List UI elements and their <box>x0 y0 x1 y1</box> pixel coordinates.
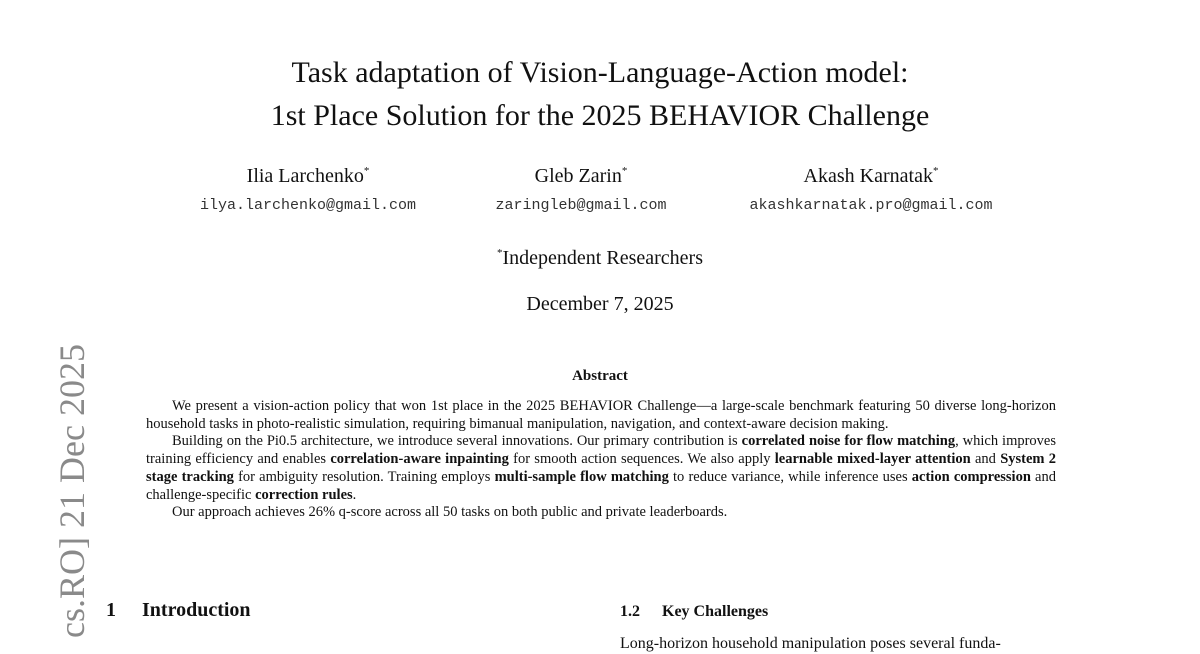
key-challenges-first-line: Long-horizon household manipulation poses several funda- <box>620 635 1001 652</box>
author-1-affiliation-mark: * <box>363 165 370 177</box>
abstract-p2-text-1: Building on the Pi0.5 architecture, we introduce several innovations. Our primary contribution is <box>172 433 742 450</box>
abstract-paragraph-2 <box>146 433 1056 504</box>
publication-date: December 7, 2025 <box>526 293 674 315</box>
paper-title-line-1: Task adaptation of Vision-Language-Action model: <box>291 56 909 89</box>
author-3-email: akashkarnatak.pro@gmail.com <box>749 197 993 214</box>
author-2-email: zaringleb@gmail.com <box>495 197 667 214</box>
author-3-name: Akash Karnatak <box>803 165 933 187</box>
abstract-p2-text-2: , which improves training efficiency and enables <box>146 433 1057 468</box>
abstract-paragraph-1: We present a vision-action policy that won 1st place in the 2025 BEHAVIOR Challenge—a large-scale benchmark featuring 50 diverse long-horizon household tasks in photo-realistic simulation, requiring bimanual manipulation, navigation, and context-aware decision making. <box>146 398 1056 432</box>
author-3-affiliation-mark: * <box>932 165 939 177</box>
subsection-number: 1.2 <box>620 603 640 620</box>
author-1 <box>158 165 458 215</box>
author-2-name-line <box>431 165 731 187</box>
abstract-p2-text-8: . <box>352 486 357 503</box>
abstract-p2-bold-5: multi-sample flow matching <box>494 468 669 485</box>
author-1-name-line <box>158 165 458 187</box>
abstract-p2-bold-7: correction rules <box>255 486 353 503</box>
abstract-p2-text-5: for ambiguity resolution. Training employs <box>233 468 495 485</box>
abstract-p2-bold-6: action compression <box>911 468 1031 485</box>
abstract-paragraph-3: Our approach achieves 26% q-score across all 50 tasks on both public and private leaderboards. <box>172 504 728 521</box>
author-2 <box>431 165 731 215</box>
author-1-email: ilya.larchenko@gmail.com <box>199 197 417 214</box>
author-2-affiliation-mark: * <box>621 165 628 177</box>
abstract-p2-bold-1: correlated noise for flow matching <box>741 433 956 450</box>
affiliation <box>0 247 1200 270</box>
abstract-p2-bold-2: correlation-aware inpainting <box>330 451 509 468</box>
author-3 <box>721 165 1021 215</box>
section-introduction-heading <box>106 599 251 622</box>
author-2-name: Gleb Zarin <box>534 165 622 187</box>
abstract-p2-text-7: and challenge-specific <box>146 468 1056 503</box>
abstract-body <box>146 398 1056 522</box>
section-title: Introduction <box>142 599 251 621</box>
author-3-name-line <box>721 165 1021 187</box>
section-number: 1 <box>106 599 116 621</box>
abstract-p2-text-4: and <box>970 451 1001 468</box>
paper-title-line-2: 1st Place Solution for the 2025 BEHAVIOR Challenge <box>270 99 930 132</box>
abstract-p2-text-6: to reduce variance, while inference uses <box>668 468 912 485</box>
abstract-p2-bold-4: System 2 stage tracking <box>146 451 1057 485</box>
abstract-p2-text-3: for smooth action sequences. We also apply <box>508 451 775 468</box>
abstract-p2-bold-3: learnable mixed-layer attention <box>774 451 971 468</box>
affiliation-mark: * <box>497 247 503 259</box>
arxiv-identifier-stamp: cs.RO] 21 Dec 2025 <box>52 344 92 638</box>
abstract-heading: Abstract <box>572 368 628 384</box>
subsection-title: Key Challenges <box>662 603 769 620</box>
author-1-name: Ilia Larchenko <box>246 165 364 187</box>
affiliation-text: Independent Researchers <box>502 247 703 269</box>
subsection-key-challenges-heading <box>620 603 768 621</box>
